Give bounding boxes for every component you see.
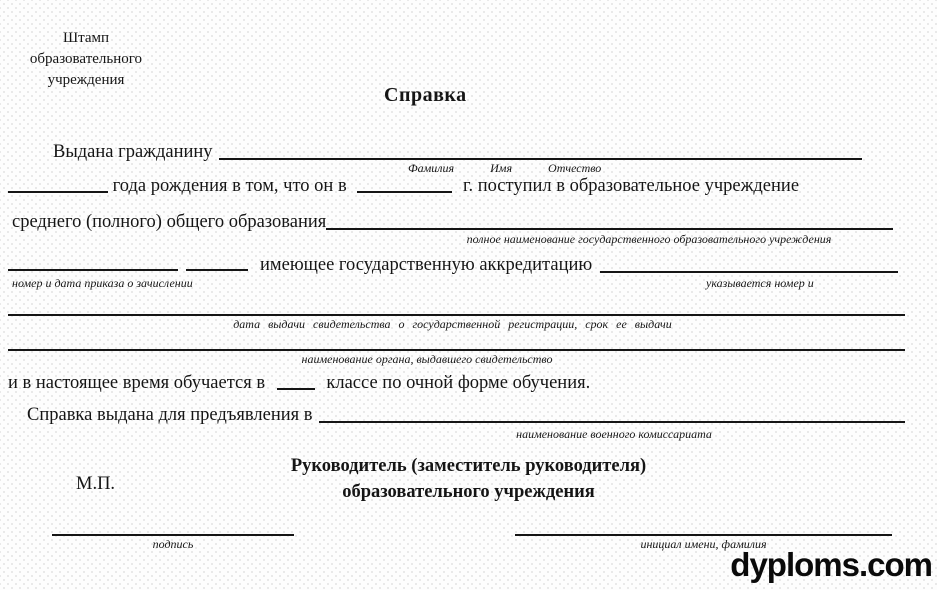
accreditation-label: имеющее государственную аккредитацию — [260, 255, 593, 275]
stamp-line-2: образовательного — [29, 51, 143, 67]
surname-caption: Фамилия — [408, 161, 455, 175]
authority-caption: наименование органа, выдавшего свидетельство — [301, 352, 553, 366]
order-caption: номер и дата приказа о зачислении — [12, 276, 193, 290]
enrollment-text: г. поступил в образовательное учреждение — [462, 176, 800, 196]
commissariat-blank — [319, 404, 906, 423]
name-signature-caption: инициал имени, фамилия — [640, 537, 767, 551]
stamp-line-1: Штамп — [62, 30, 110, 46]
order-number-blank — [8, 254, 178, 271]
education-label: среднего (полного) общего образования — [12, 212, 327, 232]
stamp-block — [10, 28, 162, 91]
accreditation-number-caption: указывается номер и — [706, 276, 814, 290]
signature-blank — [52, 520, 294, 536]
name-signature-blank — [515, 520, 892, 536]
order-date-blank — [186, 254, 248, 271]
accreditation-number-blank — [600, 254, 898, 273]
seal-placeholder: М.П. — [76, 474, 116, 494]
issued-to-line — [53, 141, 862, 163]
watermark: dyploms.com — [730, 546, 932, 583]
study-text-2: классе по очной форме обучения. — [326, 373, 591, 393]
birth-year-text: года рождения в том, что он в — [112, 176, 347, 196]
document-title: Справка — [384, 84, 467, 106]
registration-blank — [8, 300, 905, 316]
signatory-line-2: образовательного учреждения — [342, 482, 595, 502]
registration-caption: дата выдачи свидетельства о государственной регистрации, срок ее выдачи — [233, 317, 672, 331]
full-name-blank — [219, 141, 862, 160]
birth-year-line — [8, 175, 799, 197]
issued-to-label: Выдана гражданину — [53, 142, 213, 162]
grade-blank — [277, 373, 315, 390]
institution-caption: полное наименование государственного образовательного учреждения — [466, 232, 832, 246]
presentation-label: Справка выдана для предъявления в — [27, 405, 313, 425]
patronymic-caption: Отчество — [548, 161, 602, 175]
name-captions — [408, 162, 601, 175]
enrollment-year-blank — [357, 176, 452, 193]
accreditation-line — [8, 254, 898, 276]
signatory-line-1: Руководитель (заместитель руководителя) — [290, 456, 647, 476]
study-line — [8, 372, 590, 394]
signatory-heading — [0, 453, 937, 505]
birth-year-blank — [8, 176, 108, 193]
stamp-line-3: учреждения — [47, 72, 125, 88]
commissariat-caption: наименование военного комиссариата — [516, 427, 712, 441]
study-text-1: и в настоящее время обучается в — [8, 373, 266, 393]
education-line — [12, 211, 893, 233]
institution-name-blank — [326, 211, 893, 230]
presentation-line — [27, 404, 905, 426]
authority-blank — [8, 335, 905, 351]
firstname-caption: Имя — [490, 161, 513, 175]
signature-caption: подпись — [152, 537, 194, 551]
